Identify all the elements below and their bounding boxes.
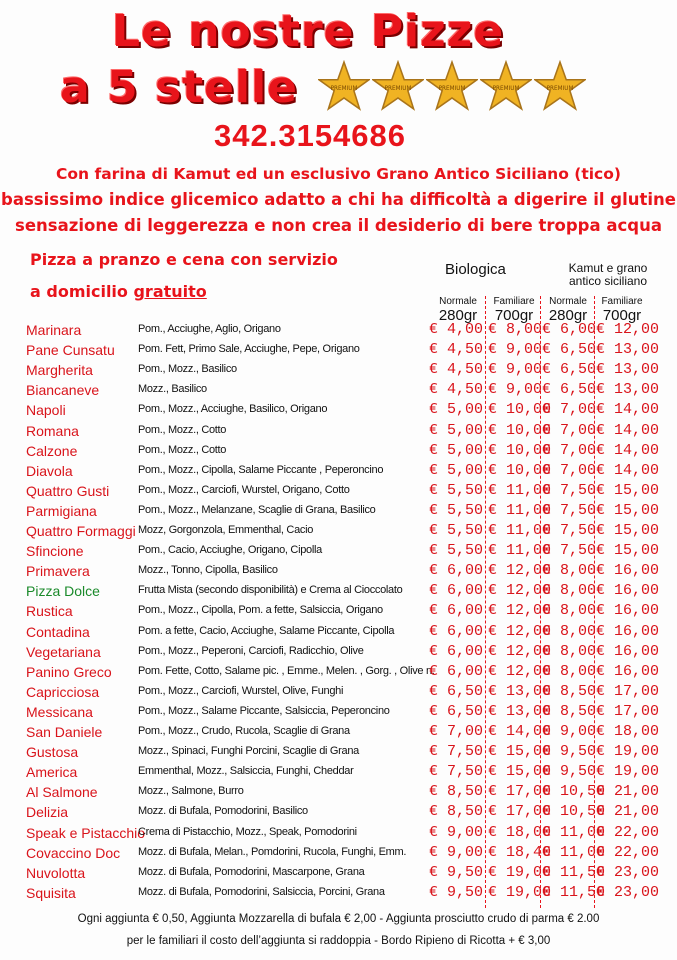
pizza-name: Biancaneve xyxy=(26,382,100,399)
price-bio-normale: € 4,00 xyxy=(429,321,484,338)
col-weight: 700gr xyxy=(602,307,642,324)
price-kamut-familiare: € 16,00 xyxy=(596,622,660,640)
pizza-name: Quattro Formaggi xyxy=(26,523,136,539)
pizza-ingredients: Pom., Mozz., Cipolla, Pom. a fette, Salsiccia, Origano xyxy=(138,604,383,617)
col-weight: 280gr xyxy=(438,307,478,324)
star-icon xyxy=(372,60,424,112)
pizza-row xyxy=(0,581,677,601)
price-kamut-normale: € 8,50 xyxy=(542,682,597,700)
pizza-row xyxy=(0,742,677,762)
price-bio-normale: € 5,50 xyxy=(429,542,484,560)
price-kamut-familiare: € 16,00 xyxy=(596,642,660,660)
price-bio-familiare: € 13,00 xyxy=(488,702,552,720)
price-bio-familiare: € 12,00 xyxy=(488,562,552,580)
price-bio-familiare: € 18,00 xyxy=(488,823,552,841)
price-kamut-normale: € 7,00 xyxy=(542,461,597,479)
price-bio-familiare: € 12,00 xyxy=(488,642,552,660)
price-bio-familiare: € 10,00 xyxy=(488,461,552,479)
pizza-name: Quattro Gusti xyxy=(26,482,110,499)
price-kamut-familiare: € 14,00 xyxy=(596,461,660,479)
price-kamut-familiare: € 21,00 xyxy=(596,783,660,801)
pizza-name: San Daniele xyxy=(26,724,103,740)
pizza-row xyxy=(0,521,677,541)
price-kamut-normale: € 6,00 xyxy=(542,321,597,338)
pizza-ingredients: Frutta Mista (secondo disponibilità) e Crema al Cioccolato xyxy=(138,584,403,597)
pizza-ingredients: Mozz., Tonno, Cipolla, Basilico xyxy=(138,564,278,577)
price-kamut-familiare: € 22,00 xyxy=(596,843,660,861)
pizza-row xyxy=(0,823,677,843)
pizza-row xyxy=(0,380,677,400)
price-bio-familiare: € 18,40 xyxy=(488,843,552,861)
price-kamut-normale: € 10,50 xyxy=(542,783,606,801)
pizza-name: Pane Cunsatu xyxy=(26,342,115,359)
pizza-ingredients: Pom., Mozz., Carciofi, Wurstel, Olive, Funghi xyxy=(138,684,344,697)
price-kamut-familiare: € 15,00 xyxy=(596,501,660,519)
price-bio-familiare: € 17,00 xyxy=(488,783,552,801)
pizza-ingredients: Pom., Mozz., Basilico xyxy=(138,363,237,376)
page-subtitle: a 5 stelle xyxy=(60,62,299,113)
col-label: Familiare xyxy=(601,296,643,307)
price-kamut-normale: € 8,00 xyxy=(542,642,597,660)
price-bio-familiare: € 11,00 xyxy=(488,481,552,499)
delivery-line-1: Pizza a pranzo e cena con servizio xyxy=(30,250,338,269)
col-label: Normale xyxy=(549,296,587,307)
price-kamut-normale: € 11,50 xyxy=(542,883,606,901)
pizza-row xyxy=(0,340,677,360)
price-kamut-normale: € 6,50 xyxy=(542,341,597,359)
pizza-ingredients: Pom. Fette, Cotto, Salame pic. , Emme., Melen. , Gorg. , Olive n. xyxy=(138,664,435,677)
pizza-name: Capricciosa xyxy=(26,683,100,700)
price-bio-familiare: € 9,00 xyxy=(488,381,543,399)
price-kamut-familiare: € 13,00 xyxy=(596,341,660,359)
pizza-name: Contadina xyxy=(26,623,90,640)
price-kamut-normale: € 11,00 xyxy=(542,823,606,841)
price-kamut-familiare: € 17,00 xyxy=(596,702,660,720)
pizza-row xyxy=(0,421,677,441)
star-icon xyxy=(534,60,586,112)
star-badge-text: PREMIUM xyxy=(330,86,358,93)
price-bio-familiare: € 10,00 xyxy=(488,401,552,419)
star-icon xyxy=(480,60,532,112)
column-group-biologica: Biologica xyxy=(445,261,506,278)
price-kamut-normale: € 8,50 xyxy=(542,702,597,720)
price-bio-familiare: € 11,00 xyxy=(488,522,552,539)
price-bio-normale: € 5,00 xyxy=(429,441,484,459)
price-bio-normale: € 6,00 xyxy=(429,582,484,600)
pizza-name: Primavera xyxy=(26,563,90,580)
pizza-name: Marinara xyxy=(26,322,82,338)
price-kamut-familiare: € 16,00 xyxy=(596,562,660,580)
pizza-name: Calzone xyxy=(26,442,78,459)
kamut-label-line-2: antico siciliano xyxy=(568,274,648,288)
pizza-name: Parmigiana xyxy=(26,502,97,519)
pizza-row xyxy=(0,802,677,822)
pizza-name: Margherita xyxy=(26,362,93,379)
price-kamut-normale: € 6,50 xyxy=(542,381,597,399)
price-bio-familiare: € 14,00 xyxy=(488,723,552,740)
price-bio-familiare: € 19,00 xyxy=(488,883,552,901)
price-kamut-familiare: € 14,00 xyxy=(596,421,660,439)
price-bio-normale: € 7,50 xyxy=(429,743,484,761)
pizza-row xyxy=(0,863,677,883)
price-bio-familiare: € 11,00 xyxy=(488,542,552,560)
price-kamut-normale: € 7,50 xyxy=(542,481,597,499)
price-bio-normale: € 5,50 xyxy=(429,522,484,539)
price-bio-normale: € 5,50 xyxy=(429,481,484,499)
price-bio-normale: € 7,50 xyxy=(429,763,484,781)
pizza-ingredients: Mozz. di Bufala, Pomodorini, Salsiccia, Porcini, Grana xyxy=(138,885,385,898)
price-kamut-familiare: € 21,00 xyxy=(596,803,660,821)
price-bio-normale: € 7,00 xyxy=(429,723,484,740)
price-bio-familiare: € 12,00 xyxy=(488,602,552,620)
pizza-row xyxy=(0,441,677,461)
delivery-text: a domicilio xyxy=(30,282,134,301)
pizza-name: Messicana xyxy=(26,703,93,720)
price-bio-familiare: € 10,00 xyxy=(488,441,552,459)
delivery-free-text: gratuito xyxy=(133,282,207,301)
price-kamut-normale: € 7,50 xyxy=(542,522,597,539)
pizza-row xyxy=(0,883,677,903)
price-kamut-familiare: € 16,00 xyxy=(596,582,660,600)
price-bio-normale: € 6,50 xyxy=(429,702,484,720)
pizza-row xyxy=(0,722,677,742)
price-bio-familiare: € 9,00 xyxy=(488,361,543,379)
price-kamut-normale: € 8,00 xyxy=(542,622,597,640)
price-kamut-normale: € 8,00 xyxy=(542,662,597,680)
pizza-name: Squisita xyxy=(26,884,76,901)
price-kamut-familiare: € 16,00 xyxy=(596,602,660,620)
star-badge-text: PREMIUM xyxy=(438,86,466,93)
pizza-name: Al Salmone xyxy=(26,784,98,801)
pizza-ingredients: Mozz., Spinaci, Funghi Porcini, Scaglie di Grana xyxy=(138,745,359,758)
pizza-row xyxy=(0,541,677,561)
description-line-3: sensazione di leggerezza e non crea il desiderio di bere troppa acqua xyxy=(15,216,662,235)
pizza-name: Speak e Pistacchio xyxy=(26,824,146,841)
pizza-ingredients: Pom., Mozz., Cotto xyxy=(138,443,227,456)
pizza-ingredients: Pom., Mozz., Acciughe, Basilico, Origano xyxy=(138,403,328,416)
price-bio-normale: € 6,00 xyxy=(429,662,484,680)
pizza-ingredients: Mozz. di Bufala, Pomodorini, Mascarpone, Grana xyxy=(138,865,365,878)
price-kamut-normale: € 9,00 xyxy=(542,723,597,740)
pizza-row xyxy=(0,561,677,581)
star-badge-text: PREMIUM xyxy=(492,86,520,93)
price-bio-familiare: € 17,00 xyxy=(488,803,552,821)
price-kamut-familiare: € 14,00 xyxy=(596,441,660,459)
pizza-ingredients: Pom., Mozz., Crudo, Rucola, Scaglie di Grana xyxy=(138,725,350,737)
price-kamut-familiare: € 13,00 xyxy=(596,361,660,379)
price-bio-normale: € 5,00 xyxy=(429,421,484,439)
price-bio-familiare: € 12,00 xyxy=(488,582,552,600)
pizza-ingredients: Mozz. di Bufala, Pomodorini, Basilico xyxy=(138,805,308,818)
price-kamut-normale: € 7,00 xyxy=(542,441,597,459)
pizza-ingredients: Pom., Mozz., Cotto xyxy=(138,423,227,436)
pizza-row xyxy=(0,843,677,863)
pizza-ingredients: Pom., Mozz., Cipolla, Salame Piccante , Peperoncino xyxy=(138,463,384,476)
price-kamut-familiare: € 15,00 xyxy=(596,481,660,499)
page-title: Le nostre Pizze xyxy=(112,6,505,57)
price-kamut-normale: € 8,00 xyxy=(542,582,597,600)
pizza-row xyxy=(0,400,677,420)
price-kamut-normale: € 11,50 xyxy=(542,863,606,881)
pizza-name: Delizia xyxy=(26,804,69,821)
pizza-name: Diavola xyxy=(26,462,73,479)
price-kamut-normale: € 9,50 xyxy=(542,763,597,781)
delivery-line-2 xyxy=(30,282,207,301)
price-bio-familiare: € 12,00 xyxy=(488,662,552,680)
price-kamut-familiare: € 12,00 xyxy=(596,321,660,338)
pizza-ingredients: Crema di Pistacchio, Mozz., Speak, Pomodorini xyxy=(138,825,357,838)
price-bio-normale: € 4,50 xyxy=(429,381,484,399)
col-label: Familiare xyxy=(493,296,535,307)
price-bio-normale: € 8,50 xyxy=(429,783,484,801)
price-kamut-familiare: € 16,00 xyxy=(596,662,660,680)
pizza-name: Pizza Dolce xyxy=(26,583,100,600)
price-kamut-normale: € 8,00 xyxy=(542,562,597,580)
price-bio-normale: € 4,50 xyxy=(429,341,484,359)
footer-line-1: Ogni aggiunta € 0,50, Aggiunta Mozzarella di bufala € 2,00 - Aggiunta prosciutto crudo di parma € 2.00 xyxy=(77,913,600,925)
price-bio-normale: € 6,50 xyxy=(429,682,484,700)
price-kamut-normale: € 7,50 xyxy=(542,542,597,560)
pizza-name: Sfincione xyxy=(26,543,84,560)
col-label: Normale xyxy=(439,296,477,307)
pizza-row xyxy=(0,461,677,481)
price-kamut-normale: € 11,00 xyxy=(542,843,606,861)
pizza-ingredients: Pom., Mozz., Salame Piccante, Salsiccia, Peperoncino xyxy=(138,704,390,717)
price-kamut-familiare: € 13,00 xyxy=(596,381,660,399)
price-bio-normale: € 5,00 xyxy=(429,401,484,419)
pizza-row xyxy=(0,481,677,501)
price-kamut-normale: € 6,50 xyxy=(542,361,597,379)
description-line-1: Con farina di Kamut ed un esclusivo Grano Antico Siciliano (tico) xyxy=(56,165,621,183)
price-kamut-familiare: € 18,00 xyxy=(596,723,660,740)
pizza-ingredients: Pom., Cacio, Acciughe, Origano, Cipolla xyxy=(138,544,322,557)
pizza-row xyxy=(0,320,677,340)
price-bio-normale: € 6,00 xyxy=(429,562,484,580)
pizza-name: Vegetariana xyxy=(26,643,101,660)
price-kamut-normale: € 7,00 xyxy=(542,401,597,419)
pizza-ingredients: Mozz., Salmone, Burro xyxy=(138,785,244,798)
pizza-ingredients: Mozz. di Bufala, Melan., Pomdorini, Rucola, Funghi, Emm. xyxy=(138,845,407,858)
price-kamut-familiare: € 23,00 xyxy=(596,863,660,881)
pizza-name: Covaccino Doc xyxy=(26,844,121,861)
pizza-ingredients: Mozz., Basilico xyxy=(138,383,207,396)
price-bio-normale: € 9,50 xyxy=(429,863,484,881)
price-bio-familiare: € 19,00 xyxy=(488,863,552,881)
price-bio-normale: € 6,00 xyxy=(429,602,484,620)
price-bio-normale: € 5,50 xyxy=(429,501,484,519)
star-icon xyxy=(318,60,370,112)
price-kamut-familiare: € 22,00 xyxy=(596,823,660,841)
price-kamut-familiare: € 15,00 xyxy=(596,522,660,539)
pizza-name: Panino Greco xyxy=(26,663,112,680)
price-bio-familiare: € 8,00 xyxy=(488,321,543,338)
col-weight: 280gr xyxy=(548,307,588,324)
price-bio-familiare: € 11,00 xyxy=(488,501,552,519)
pizza-row xyxy=(0,501,677,521)
pizza-ingredients: Mozz, Gorgonzola, Emmenthal, Cacio xyxy=(138,524,314,536)
price-kamut-familiare: € 19,00 xyxy=(596,743,660,761)
pizza-ingredients: Pom., Mozz., Melanzane, Scaglie di Grana, Basilico xyxy=(138,503,376,516)
price-bio-normale: € 5,00 xyxy=(429,461,484,479)
description-line-2: bassissimo indice glicemico adatto a chi ha difficoltà a digerire il glutine xyxy=(1,190,676,209)
price-bio-familiare: € 12,00 xyxy=(488,622,552,640)
footer-line-2: per le familiari il costo dell’aggiunta si raddoppia - Bordo Ripieno di Ricotta + € 3,00 xyxy=(126,935,551,947)
pizza-ingredients: Pom., Mozz., Peperoni, Carciofi, Radicchio, Olive xyxy=(138,644,364,657)
pizza-name: America xyxy=(26,764,78,781)
pizza-name: Romana xyxy=(26,422,79,439)
price-bio-normale: € 4,50 xyxy=(429,361,484,379)
price-kamut-familiare: € 17,00 xyxy=(596,682,660,700)
pizza-name: Napoli xyxy=(26,402,66,419)
col-weight: 700gr xyxy=(494,307,534,324)
pizza-row xyxy=(0,642,677,662)
pizza-row xyxy=(0,682,677,702)
price-kamut-familiare: € 14,00 xyxy=(596,401,660,419)
price-kamut-familiare: € 15,00 xyxy=(596,542,660,560)
price-kamut-normale: € 8,00 xyxy=(542,602,597,620)
price-bio-normale: € 9,00 xyxy=(429,823,484,841)
price-bio-familiare: € 10,00 xyxy=(488,421,552,439)
price-bio-familiare: € 9,00 xyxy=(488,341,543,359)
price-kamut-normale: € 7,00 xyxy=(542,421,597,439)
price-kamut-familiare: € 19,00 xyxy=(596,763,660,781)
pizza-row xyxy=(0,662,677,682)
price-bio-normale: € 9,50 xyxy=(429,883,484,901)
pizza-ingredients: Pom. a fette, Cacio, Acciughe, Salame Piccante, Cipolla xyxy=(138,624,395,637)
price-kamut-normale: € 10,50 xyxy=(542,803,606,821)
pizza-row xyxy=(0,782,677,802)
pizza-ingredients: Pom. Fett, Primo Sale, Acciughe, Pepe, Origano xyxy=(138,343,360,356)
price-bio-normale: € 6,00 xyxy=(429,622,484,640)
price-bio-familiare: € 13,00 xyxy=(488,682,552,700)
pizza-name: Gustosa xyxy=(26,744,79,761)
five-stars-rating xyxy=(318,60,586,112)
pizza-name: Rustica xyxy=(26,603,73,620)
price-bio-normale: € 8,50 xyxy=(429,803,484,821)
column-group-kamut xyxy=(548,262,668,288)
kamut-label-line-1: Kamut e grano xyxy=(568,261,648,275)
pizza-ingredients: Pom., Mozz., Carciofi, Wurstel, Origano, Cotto xyxy=(138,483,350,496)
star-badge-text: PREMIUM xyxy=(546,86,574,93)
pizza-ingredients: Emmenthal, Mozz., Salsiccia, Funghi, Cheddar xyxy=(138,765,354,778)
star-icon xyxy=(426,60,478,112)
star-badge-text: PREMIUM xyxy=(384,86,412,93)
pizza-row xyxy=(0,762,677,782)
price-bio-normale: € 9,00 xyxy=(429,843,484,861)
price-kamut-normale: € 7,50 xyxy=(542,501,597,519)
price-kamut-normale: € 9,50 xyxy=(542,743,597,761)
price-kamut-familiare: € 23,00 xyxy=(596,883,660,901)
pizza-row xyxy=(0,360,677,380)
pizza-row xyxy=(0,702,677,722)
pizza-row xyxy=(0,601,677,621)
pizza-ingredients: Pom., Acciughe, Aglio, Origano xyxy=(138,323,281,335)
price-bio-normale: € 6,00 xyxy=(429,642,484,660)
pizza-row xyxy=(0,622,677,642)
price-bio-familiare: € 15,00 xyxy=(488,743,552,761)
pizza-name: Nuvolotta xyxy=(26,864,86,881)
price-bio-familiare: € 15,00 xyxy=(488,763,552,781)
phone-number: 342.3154686 xyxy=(214,118,407,153)
